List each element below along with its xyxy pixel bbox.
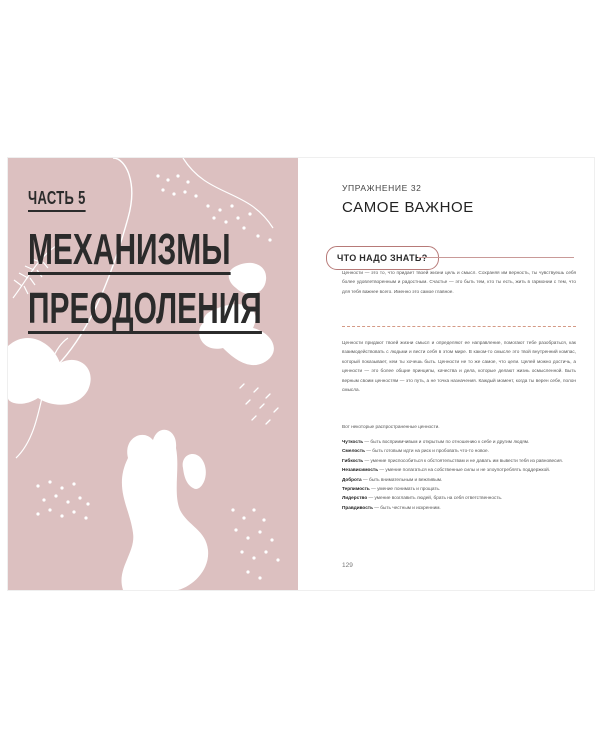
what-to-know-badge: ЧТО НАДО ЗНАТЬ? xyxy=(326,246,439,270)
value-term: Терпимость xyxy=(342,486,370,492)
intro-paragraph: Ценности — это то, что придает твоей жизни цель и смысл. Сохраняя им верность, ты чувствуешь себя более удовлетворенным и радостным. Счастье — это быть тем, кто ты есть, жить в гармонии с тем, что для тебя важнее всего. Именно это самое главное. xyxy=(342,270,576,294)
value-definition: — быть внимательным и вежливым. xyxy=(361,476,443,482)
left-page xyxy=(8,158,298,590)
list-item xyxy=(342,493,576,502)
right-page xyxy=(298,158,594,590)
value-term: Правдивость xyxy=(342,504,373,510)
part-title-line-1: МЕХАНИЗМЫ xyxy=(28,225,231,274)
book-spread xyxy=(8,158,594,590)
part-label: ЧАСТЬ 5 xyxy=(28,188,86,212)
value-definition: — умение полагаться на собственные силы и не злоупотреблять поддержкой. xyxy=(378,467,551,473)
value-definition: — умение возглавить людей, брать на себя ответственность. xyxy=(367,495,503,501)
value-definition: — быть восприимчивым и открытым по отношению к себе и другим людям. xyxy=(363,439,530,444)
value-definition: — быть честным и искренним. xyxy=(372,504,441,510)
dashed-divider xyxy=(342,326,576,327)
value-term: Независимость xyxy=(342,467,379,473)
values-list-intro: Вот некоторые распространенные ценности. xyxy=(342,424,440,429)
value-definition: — умение понимать и прощать. xyxy=(369,486,441,492)
exercise-label: УПРАЖНЕНИЕ 32 xyxy=(342,183,422,193)
list-item xyxy=(342,465,576,474)
list-item xyxy=(342,437,576,446)
decorative-floral-shapes xyxy=(8,158,298,590)
list-item xyxy=(342,484,576,493)
part-title xyxy=(28,224,262,342)
page-number: 129 xyxy=(342,562,353,569)
value-term: Гибкость xyxy=(342,457,364,463)
badge-underline xyxy=(418,257,574,258)
list-item xyxy=(342,446,576,455)
value-definition: — быть готовым идти на риск и пробовать что-то новое. xyxy=(364,448,489,454)
part-title-line-2: ПРЕОДОЛЕНИЯ xyxy=(28,284,262,333)
list-item xyxy=(342,503,576,512)
list-item xyxy=(342,456,576,465)
value-term: Лидерство xyxy=(342,495,368,501)
value-definition: — умение приспособиться к обстоятельствам и не давать им вывести тебя из равновесия. xyxy=(363,457,563,463)
values-list xyxy=(342,437,576,512)
value-term: Чуткость xyxy=(342,439,364,444)
list-item xyxy=(342,475,576,484)
value-term: Доброта xyxy=(342,476,362,482)
value-term: Смелость xyxy=(342,448,365,454)
exercise-title: САМОЕ ВАЖНОЕ xyxy=(342,199,474,216)
body-paragraph: Ценности придают твоей жизни смысл и определяют ее направление, помогают тебе разобраться, как взаимодействовать с людьми и вести себя в этом мире. В каком-то смысле это твой внутренний компас, который показывает, кем ты хочешь быть. Ценности не то же самое, что цели. Целей можно достичь, а ценности — это более общие принципы, качества и дела, которые делают жизнь осмысленной. Быть верным своим ценностям — это путь, а не точка назначения. Каждый момент, когда ты верен себе, полон смысла. xyxy=(342,340,576,393)
